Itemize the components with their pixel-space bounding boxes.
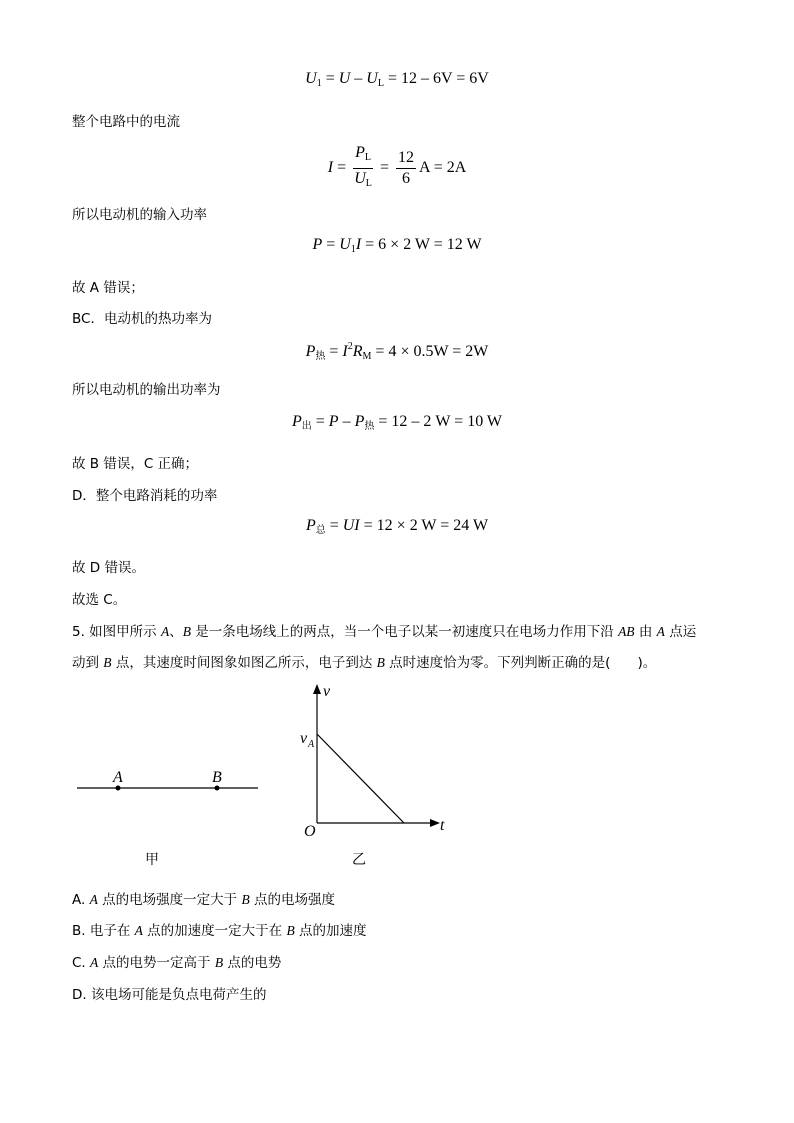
equation-current [0,143,794,194]
eq-var: P [354,413,365,430]
q-text: 点，其速度时间图象如图乙所示，电子到达 [111,655,377,671]
va-label: v [300,730,308,747]
eq-var: U [366,70,378,87]
fraction-numerator [353,143,373,169]
q-text: 点运 [664,624,697,640]
eq-var: U [338,70,351,87]
text-line: 故 A 错误； [72,280,144,296]
va-sub-label: A [308,739,315,750]
eq-sub: L [365,178,372,189]
opt-text: D. 该电场可能是负点电荷产生的 [72,987,267,1003]
q-var: B [103,655,112,670]
fraction [353,143,373,194]
eq-rhs: = 12 × 2 W = 24 W [359,517,489,534]
eq-var: U [354,170,366,187]
q-text: 由 [634,624,657,640]
eq-var: P [312,236,323,253]
eq-var: P [291,413,302,430]
eq-var: P [305,517,316,534]
figure-jia-label: 甲 [145,852,159,868]
eq-var: P [355,144,365,161]
equation-voltage [0,70,794,89]
eq-sub: 总 [315,525,326,536]
eq-sub: 出 [301,421,312,432]
opt-text: 点的加速度一定大于在 [142,923,287,939]
q-text: 点时速度恰为零。下列判断正确的是( )。 [384,655,657,671]
eq-var: P [305,343,316,360]
eq-sub: L [364,152,371,163]
opt-text: 点的电场强度一定大于 [97,892,242,908]
point-a-dot [116,786,121,791]
opt-text: 点的电势 [223,955,282,971]
eq-var: UI [342,517,360,534]
point-b-dot [215,786,220,791]
text-line: 所以电动机的输入功率 [72,207,207,223]
opt-text: A. [72,892,90,908]
eq-var: R [352,343,363,360]
q-text: 5. 如图甲所示 [72,624,161,640]
equation-input-power [0,236,794,255]
text-line: 故选 C。 [72,592,127,608]
eq-op: = [333,159,351,177]
eq-var: I [355,236,362,253]
eq-op: = [311,413,329,430]
question-line-1 [72,620,696,640]
v-axis-label: v [323,683,331,700]
fraction-denominator [353,169,373,194]
t-axis-label: t [440,817,445,834]
q-var: AB [618,624,635,639]
eq-sub: 1 [350,244,356,255]
eq-sub: 热 [364,421,375,432]
figure-yi-label: 乙 [352,852,366,868]
opt-var: A [90,955,99,970]
opt-text: C. [72,955,91,971]
velocity-line [317,734,404,823]
eq-rhs: = 4 × 0.5W = 2W [371,343,489,360]
eq-var: I [342,343,348,360]
option-c [72,951,281,971]
point-a-label: A [113,769,123,786]
option-a [72,888,335,908]
eq-var: P [328,413,339,430]
eq-sub: L [377,78,384,89]
text-line: 故 B 错误，C 正确； [72,456,199,472]
opt-var: A [89,892,98,907]
q-var: A [160,624,170,639]
point-b-label: B [212,769,222,786]
question-line-2 [72,651,656,671]
opt-text: B. 电子在 [72,923,135,939]
q-var: B [182,624,191,639]
eq-rhs: A = 2A [419,159,467,177]
eq-op: – [338,413,355,430]
option-b [72,919,367,939]
figure [0,680,794,880]
eq-rhs: = 12 – 2 W = 10 W [374,413,503,430]
opt-text: 点的电场强度 [249,892,335,908]
eq-rhs: = 6 × 2 W = 12 W [361,236,482,253]
origin-label: O [304,823,316,840]
opt-var: B [241,892,250,907]
eq-op: = [325,343,343,360]
eq-sub: 热 [315,351,326,362]
text-line: 所以电动机的输出功率为 [72,382,221,398]
opt-text: 点的电势一定高于 [98,955,215,971]
eq-sup: 2 [347,341,353,352]
opt-var: A [134,923,143,938]
eq-op: – [350,70,367,87]
q-text: 、 [169,624,183,640]
eq-op: = [325,517,343,534]
eq-var: I [327,159,334,177]
v-axis-arrow-icon [313,684,321,694]
fraction [396,148,416,189]
eq-op: = [322,236,340,253]
opt-var: B [286,923,295,938]
q-var: B [376,655,385,670]
text-line: 故 D 错误。 [72,560,145,576]
text-line: D．整个电路消耗的功率 [72,488,218,504]
text-line: 整个电路中的电流 [72,114,180,130]
fraction-numerator: 12 [396,148,416,169]
equation-heat-power [0,341,794,362]
eq-op: = [321,70,339,87]
q-var: A [656,624,665,639]
opt-text: 点的加速度 [294,923,367,939]
t-axis-arrow-icon [430,819,440,827]
eq-sub: M [362,351,372,362]
fraction-denominator: 6 [402,170,411,187]
eq-sub: 1 [316,78,322,89]
eq-rhs: = 12 – 6V = 6V [383,70,489,87]
eq-var: U [305,70,317,87]
equation-total-power [0,517,794,536]
eq-var: U [339,236,351,253]
q-text: 动到 [72,655,104,671]
q-text: 是一条电场线上的两点，当一个电子以某一初速度只在电场力作用下沿 [190,624,619,640]
option-d [72,983,266,1003]
text-line: BC．电动机的热功率为 [72,311,212,327]
equation-output-power [0,413,794,432]
eq-op: = [375,159,394,177]
opt-var: B [214,955,224,970]
